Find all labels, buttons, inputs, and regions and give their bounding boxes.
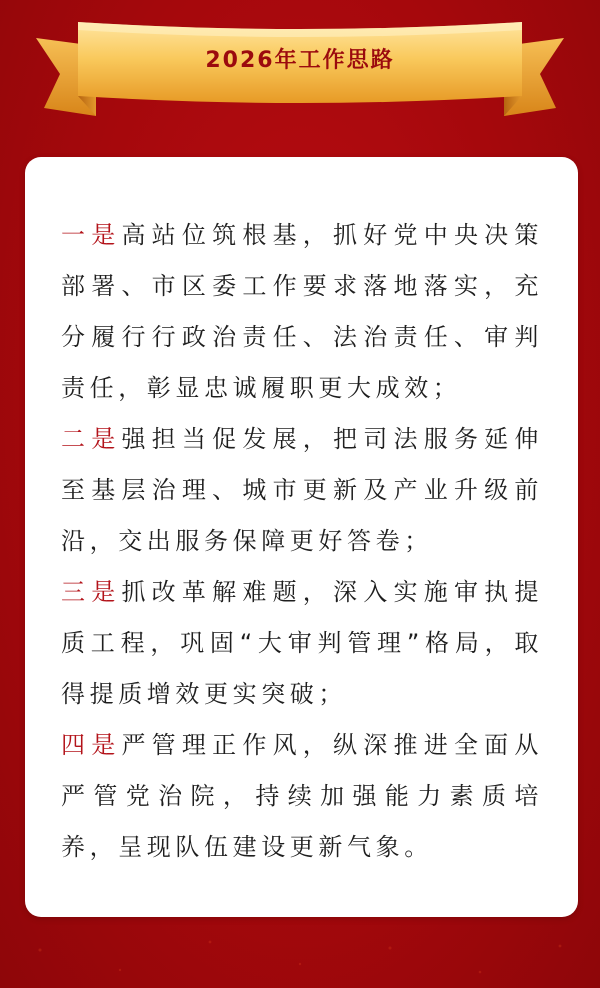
item-marker: 二是 (61, 425, 122, 453)
list-item (61, 414, 543, 567)
item-text: 严管理正作风，纵深推进全面从严管党治院，持续加强能力素质培养，呈现队伍建设更新气象。 (61, 731, 543, 861)
item-text: 高站位筑根基，抓好党中央决策部署、市区委工作要求落地落实，充分履行行政治责任、法治责任、审判责任，彰显忠诚履职更大成效； (61, 221, 543, 402)
item-marker: 四是 (61, 731, 122, 759)
item-marker: 一是 (61, 221, 122, 249)
footer-decoration (0, 920, 600, 988)
item-text: 抓改革解难题，深入实施审执提质工程，巩固“大审判管理”格局，取得提质增效更实突破； (61, 578, 543, 708)
item-text: 强担当促发展，把司法服务延伸至基层治理、城市更新及产业升级前沿，交出服务保障更好答卷； (61, 425, 543, 555)
title-banner (0, 0, 600, 125)
item-marker: 三是 (61, 578, 122, 606)
list-item (61, 720, 543, 873)
list-item (61, 210, 543, 414)
page-title: 2026年工作思路 (205, 48, 395, 73)
work-plan-list (61, 210, 543, 873)
list-item (61, 567, 543, 720)
